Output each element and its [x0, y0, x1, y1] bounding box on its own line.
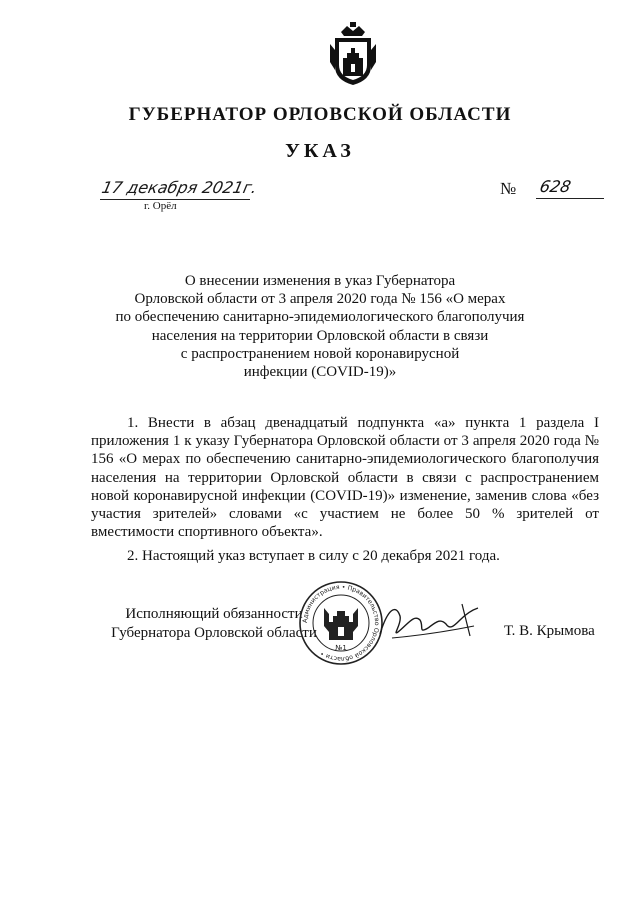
number-label: №	[500, 179, 517, 198]
document-body	[91, 414, 599, 566]
document-subject	[100, 272, 540, 381]
body-paragraph: 2. Настоящий указ вступает в силу с 20 декабря 2021 года.	[127, 548, 500, 565]
organization-title: ГУБЕРНАТОР ОРЛОВСКОЙ ОБЛАСТИ	[128, 104, 512, 125]
subject-line: инфекции (COVID-19)»	[243, 364, 397, 381]
subject-line: по обеспечению санитарно-эпидемиологического благополучия	[115, 309, 525, 326]
subject-line: населения на территории Орловской области в связи	[151, 327, 489, 344]
document-city: г. Орёл	[144, 200, 177, 212]
subject-line: Орловской области от 3 апреля 2020 года № 156 «О мерах	[134, 291, 506, 308]
document-type-heading: УКАЗ	[285, 140, 355, 162]
signatory-role-line: Губернатора Орловской области	[111, 624, 317, 641]
subject-line: с распространением новой коронавирусной	[180, 345, 460, 362]
body-paragraph: 1. Внести в абзац двенадцатый подпункта «а» пункта 1 раздела I приложения 1 к указу Губернатора Орловской области от 3 апреля 2020 года № 156 «О мерах по обеспечению санитарно-эпидемиологического благополучия населения на территории Орловской области в связи с распространением новой коронавирусной инфекции (COVID-19)» изменение, заменив слова «без участия зрителей» словами «с участием не более 50 % зрителей от вместимости спортивного объекта».	[91, 415, 599, 541]
coat-of-arms-emblem	[328, 22, 378, 86]
seal-ring-text: Администрация • Правительство Орловской области •	[301, 583, 381, 663]
seal-number: №1	[335, 644, 347, 652]
subject-line: О внесении изменения в указ Губернатора	[184, 273, 456, 289]
document-date: 17 декабря 2021г.	[99, 178, 259, 197]
number-underline	[536, 198, 604, 199]
handwritten-signature	[374, 596, 484, 648]
document-number: 628	[537, 177, 573, 196]
signatory-name: Т. В. Крымова	[504, 623, 595, 639]
official-seal-stamp	[298, 580, 384, 666]
signatory-role-line: Исполняющий обязанности	[125, 606, 303, 622]
signatory-role	[104, 605, 324, 642]
